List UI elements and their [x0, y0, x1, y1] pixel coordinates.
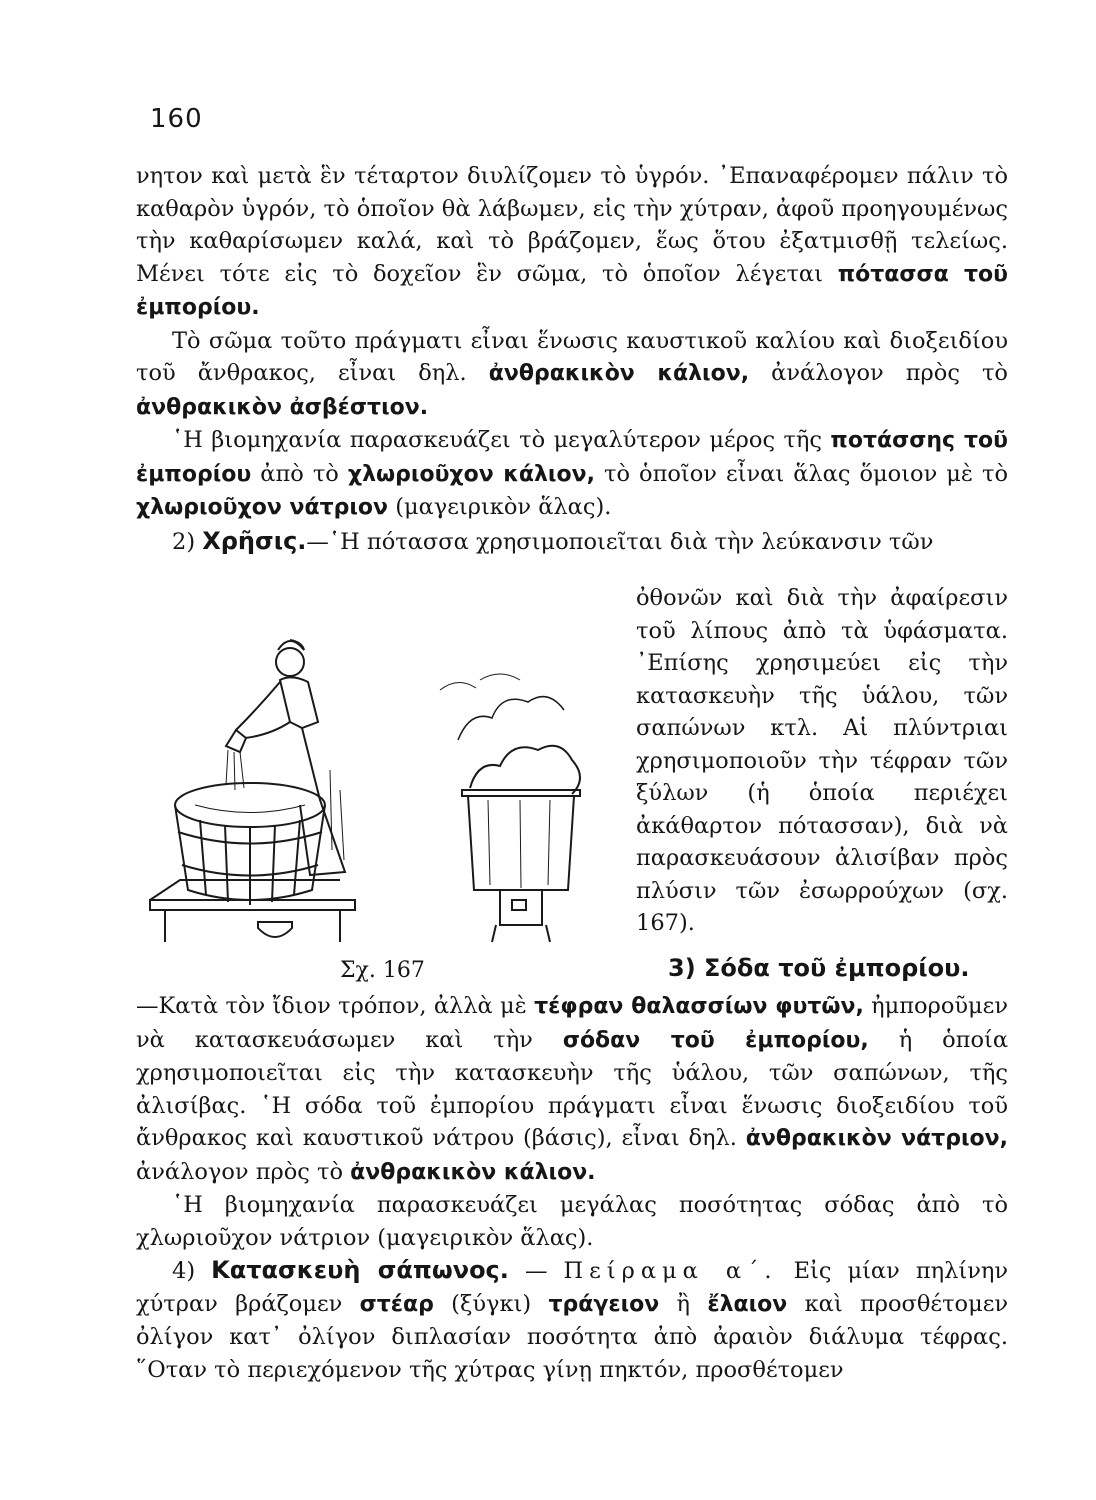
bold-term: ἀνθρακικὸν κάλιον,	[488, 361, 750, 386]
text-run: ἡ ὁποία χρησιμοποιεῖται εἰς τὴν κατασκευὴν τῆς ὑάλου, τῶν σαπώνων, τῆς ἀλισίβας. ῾Η σόδα τοῦ ἐμπορίου πράγματι εἶναι ἕνωσις διοξειδίου τοῦ ἄνθρακος καὶ καυστικοῦ νάτρου (βάσις), εἶναι δηλ.	[136, 1026, 1009, 1151]
dash: —	[524, 1258, 548, 1284]
text-block-top	[136, 160, 1008, 558]
text-block-bottom	[136, 990, 1008, 1386]
section-2-heading-line	[136, 525, 1008, 559]
text-run: νητον καὶ μετὰ ἓν τέταρτον διυλίζομεν τὸ ὑγρόν. ᾿Επαναφέρομεν πάλιν τὸ καθαρὸν ὑγρόν, τὸ ὁποῖον θὰ λάβωμεν, εἰς τὴν χύτραν, ἀφοῦ προηγουμένως τὴν καθαρίσωμεν καλά, καὶ τὸ βράζομεν, ἕως ὅτου ἐξατμισθῇ τελείως. Μένει τότε εἰς τὸ δοχεῖον ἓν σῶμα, τὸ ὁποῖον λέγεται	[136, 163, 1008, 287]
paragraph-soap-making	[136, 1254, 1008, 1386]
figure-wrap-text	[636, 582, 1008, 940]
text-run: (μαγειρικὸν ἅλας).	[395, 494, 612, 520]
text-run: —῾Η πότασσα χρησιμοποιεῖται διὰ τὴν λεύκανσιν τῶν	[306, 528, 934, 555]
figure-caption: Σχ. 167	[340, 958, 425, 983]
page-number: 160	[150, 104, 203, 134]
text-run: Εἰς μίαν πηλίνην χύτραν βράζομεν	[136, 1258, 1009, 1317]
bold-term: ἀνθρακικὸν ἀσβέστιον.	[136, 394, 429, 420]
text-run: (ξύγκι)	[451, 1290, 532, 1317]
text-run: ἀνάλογον πρὸς τὸ	[136, 1158, 344, 1185]
text-run: καὶ προσθέτομεν ὀλίγον κατ᾿ ὀλίγον διπλασίαν ποσότητα ἀπὸ ἀραιὸν διάλυμα τέφρας. ῞Οταν τὸ περιεχόμενον τῆς χύτρας γίνῃ πηκτόν, προσθέτομεν	[136, 1290, 1009, 1383]
bold-term: ἔλαιον	[707, 1291, 788, 1317]
washtub-icon	[175, 783, 325, 905]
section-number: 2)	[172, 528, 196, 555]
bold-term: χλωριοῦχον κάλιον,	[347, 461, 595, 487]
text-run: ἀνάλογον πρὸς τὸ	[771, 360, 1008, 386]
bold-term: χλωριοῦχον νάτριον	[136, 495, 389, 520]
paragraph-industry-potash	[136, 424, 1008, 525]
text-run: ἢ	[676, 1290, 691, 1317]
paragraph-potash-composition	[136, 325, 1008, 425]
paragraph-continuation	[136, 160, 1008, 325]
bold-term: σόδαν τοῦ ἐμπορίου,	[562, 1027, 869, 1053]
paragraph-soda	[136, 990, 1008, 1189]
text-run: ῾Η βιομηχανία παρασκευάζει τὸ μεγαλύτερον μέρος τῆς	[172, 427, 822, 453]
bold-term: τέφραν θαλασσίων φυτῶν,	[534, 994, 864, 1019]
bold-term: στέαρ	[359, 1291, 434, 1317]
bowl-icon	[258, 922, 292, 937]
bench-icon	[150, 880, 355, 942]
bold-term: ποτάσσης τοῦ ἐμπορίου	[136, 428, 1008, 487]
text-run: ἠμποροῦμεν νὰ κατασκευάσωμεν καὶ τὴν	[136, 993, 1009, 1053]
section-title: Χρῆσις.	[202, 526, 307, 555]
bold-term: πότασσα τοῦ ἐμπορίου.	[136, 261, 1008, 320]
text-run: Τὸ σῶμα τοῦτο πράγματι εἶναι ἕνωσις καυστικοῦ καλίου καὶ διοξειδίου τοῦ ἄνθρακος, εἶναι δηλ.	[136, 327, 1008, 386]
paragraph-industry-soda	[136, 1189, 1008, 1254]
text-run: ῾Η βιομηχανία παρασκευάζει μεγάλας ποσότητας σόδας ἀπὸ τὸ χλωριοῦχον νάτριον (μαγειρικὸν ἅλας).	[136, 1192, 1008, 1251]
paragraph-uses: ὀθονῶν καὶ διὰ τὴν ἀφαίρεσιν τοῦ λίπους ἀπὸ τὰ ὑφάσματα. ᾿Επίσης χρησιμεύει εἰς τὴν κατασκευὴν τῆς ὑάλου, τῶν σαπώνων κτλ. Αἱ πλύντριαι χρησιμοποιοῦν τὴν τέφραν τῶν ξύλων (ἡ ὁποία περιέχει ἀκάθαρτον πότασσαν), διὰ νὰ παρασκευάσουν ἀλισίβαν πρὸς πλύσιν τῶν ἐσωρρούχων (σχ. 167).	[636, 585, 1008, 936]
text-run: ἀπὸ τὸ	[260, 460, 339, 487]
bold-term: ἀνθρακικὸν νάτριον,	[745, 1126, 1008, 1151]
bold-term: τράγειον	[548, 1291, 660, 1317]
bold-term: ἀνθρακικὸν κάλιον.	[350, 1159, 596, 1185]
text-run: —Κατὰ τὸν ἴδιον τρόπον, ἀλλὰ μὲ	[136, 993, 527, 1019]
text-run: τὸ ὁποῖον εἶναι ἅλας ὅμοιον μὲ τὸ	[604, 460, 1009, 487]
experiment-label: Πείραμα α΄.	[563, 1258, 778, 1284]
cauldron-stove-icon	[440, 674, 580, 942]
section-title: Κατασκευὴ σάπωνος.	[211, 1256, 509, 1284]
figure-167-illustration	[140, 610, 590, 950]
section-3-title: 3) Σόδα τοῦ ἐμπορίου.	[668, 954, 970, 982]
section-number: 4)	[172, 1258, 196, 1284]
